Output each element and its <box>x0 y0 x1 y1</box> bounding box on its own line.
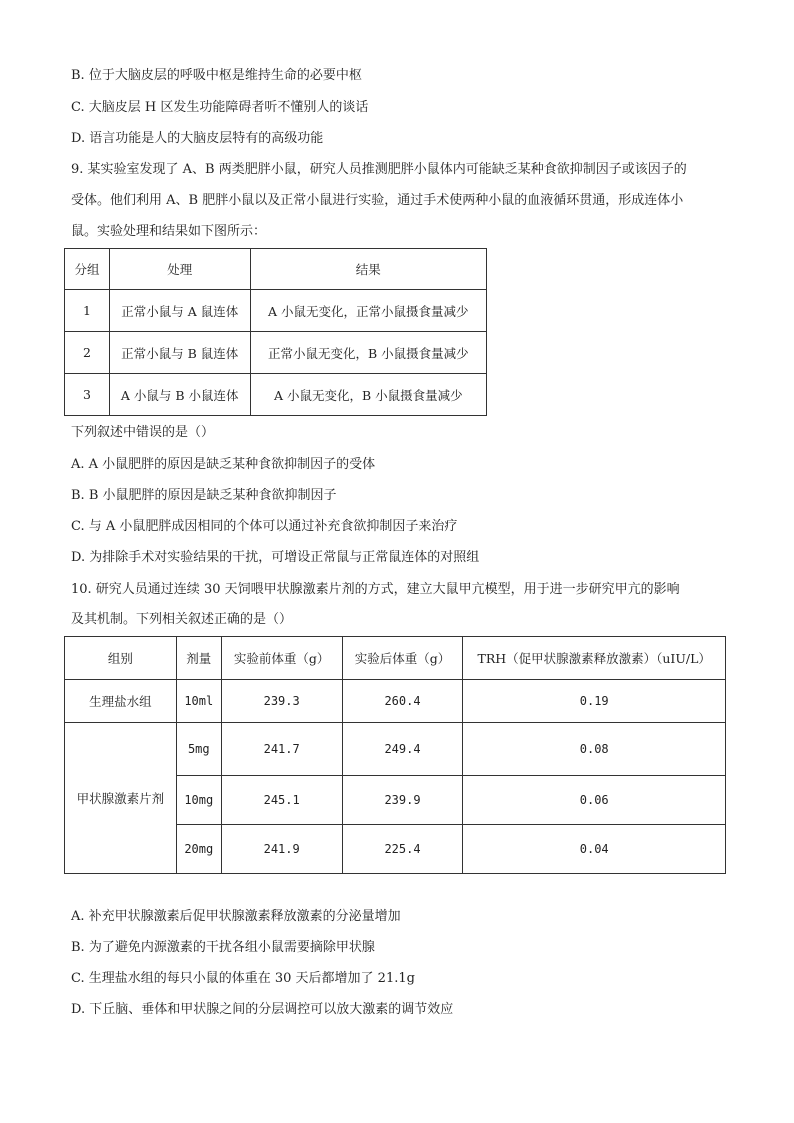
header-cell: 剂量 <box>176 637 221 680</box>
header-cell: 实验后体重（g） <box>342 637 463 680</box>
after-weight-cell: 239.9 <box>342 776 463 825</box>
q9-option-d: D. 为排除手术对实验结果的干扰，可增设正常鼠与正常鼠连体的对照组 <box>71 550 480 565</box>
table-row <box>65 723 726 776</box>
q10-stem-line-2: 及其机制。下列相关叙述正确的是（） <box>71 612 293 627</box>
q9-option-b: B. B 小鼠肥胖的原因是缺乏某种食欲抑制因子 <box>71 488 337 503</box>
before-weight-cell: 245.1 <box>221 776 342 825</box>
q9-prompt: 下列叙述中错误的是（） <box>71 425 215 440</box>
header-cell: 分组 <box>65 249 110 290</box>
table-cell: A 小鼠与 B 小鼠连体 <box>109 374 250 416</box>
header-cell: 处理 <box>109 249 250 290</box>
dose-cell: 20mg <box>176 825 221 874</box>
before-weight-cell: 239.3 <box>221 680 342 723</box>
table-row <box>65 680 726 723</box>
q10-data-table <box>64 636 726 874</box>
group-cell: 生理盐水组 <box>65 680 177 723</box>
dose-cell: 10ml <box>176 680 221 723</box>
q9-option-c: C. 与 A 小鼠肥胖成因相同的个体可以通过补充食欲抑制因子来治疗 <box>71 519 458 534</box>
option-b-q8: B. 位于大脑皮层的呼吸中枢是维持生命的必要中枢 <box>71 68 362 83</box>
q9-stem-line-3: 鼠。实验处理和结果如下图所示： <box>71 224 267 239</box>
header-cell: 结果 <box>250 249 486 290</box>
dose-cell: 10mg <box>176 776 221 825</box>
trh-cell: 0.06 <box>463 776 726 825</box>
table-row <box>65 290 487 332</box>
header-cell: TRH（促甲状腺激素释放激素）（uIU/L） <box>463 637 726 680</box>
table-header-row <box>65 637 726 680</box>
header-cell: 组别 <box>65 637 177 680</box>
before-weight-cell: 241.9 <box>221 825 342 874</box>
table-cell: 正常小鼠无变化，B 小鼠摄食量减少 <box>250 332 486 374</box>
q9-stem-line-1: 9. 某实验室发现了 A、B 两类肥胖小鼠，研究人员推测肥胖小鼠体内可能缺乏某种食欲抑制因子或该因子的 <box>71 162 687 177</box>
q9-stem-line-2: 受体。他们利用 A、B 肥胖小鼠以及正常小鼠进行实验，通过手术使两种小鼠的血液循环贯通，形成连体小 <box>71 193 684 208</box>
table-cell: 3 <box>65 374 110 416</box>
table-cell: A 小鼠无变化，正常小鼠摄食量减少 <box>250 290 486 332</box>
after-weight-cell: 260.4 <box>342 680 463 723</box>
table-cell: 正常小鼠与 A 鼠连体 <box>109 290 250 332</box>
q10-stem-line-1: 10. 研究人员通过连续 30 天饲喂甲状腺激素片剂的方式，建立大鼠甲亢模型，用于进一步研究甲亢的影响 <box>71 582 680 597</box>
table-cell: 1 <box>65 290 110 332</box>
header-cell: 实验前体重（g） <box>221 637 342 680</box>
q10-option-a: A. 补充甲状腺激素后促甲状腺激素释放激素的分泌量增加 <box>71 909 401 924</box>
group-cell: 甲状腺激素片剂 <box>65 723 177 874</box>
table-cell: 正常小鼠与 B 鼠连体 <box>109 332 250 374</box>
trh-cell: 0.19 <box>463 680 726 723</box>
dose-cell: 5mg <box>176 723 221 776</box>
option-c-q8: C. 大脑皮层 H 区发生功能障碍者听不懂别人的谈话 <box>71 100 369 115</box>
table-header-row <box>65 249 487 290</box>
option-d-q8: D. 语言功能是人的大脑皮层特有的高级功能 <box>71 131 324 146</box>
q10-option-b: B. 为了避免内源激素的干扰各组小鼠需要摘除甲状腺 <box>71 940 375 955</box>
after-weight-cell: 225.4 <box>342 825 463 874</box>
q9-option-a: A. A 小鼠肥胖的原因是缺乏某种食欲抑制因子的受体 <box>71 457 376 472</box>
q9-results-table <box>64 248 487 416</box>
table-cell: A 小鼠无变化，B 小鼠摄食量减少 <box>250 374 486 416</box>
after-weight-cell: 249.4 <box>342 723 463 776</box>
table-row <box>65 374 487 416</box>
trh-cell: 0.04 <box>463 825 726 874</box>
table-cell: 2 <box>65 332 110 374</box>
before-weight-cell: 241.7 <box>221 723 342 776</box>
q10-option-d: D. 下丘脑、垂体和甲状腺之间的分层调控可以放大激素的调节效应 <box>71 1002 454 1017</box>
trh-cell: 0.08 <box>463 723 726 776</box>
table-row <box>65 332 487 374</box>
q10-option-c: C. 生理盐水组的每只小鼠的体重在 30 天后都增加了 21.1g <box>71 971 415 986</box>
